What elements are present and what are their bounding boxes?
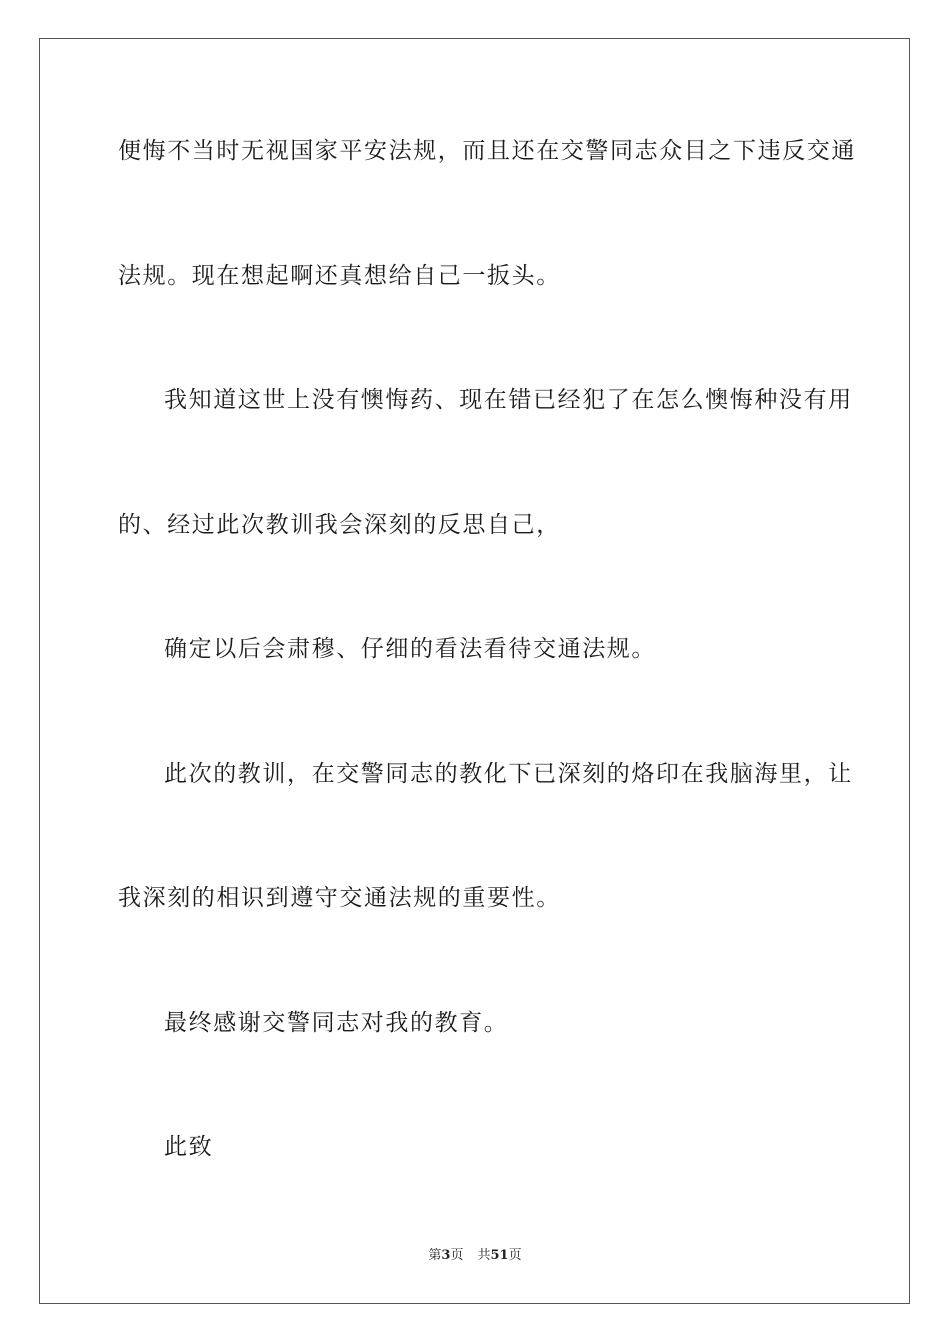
total-prefix: 共: [477, 1248, 491, 1263]
body-line-3: 我知道这世上没有懊悔药、现在错已经犯了在怎么懊悔种没有用: [164, 387, 853, 413]
body-line-8: 最终感谢交警同志对我的教育。: [164, 1010, 509, 1036]
body-line-1: 便悔不当时无视国家平安法规，而且还在交警同志众目之下违反交通: [118, 138, 856, 164]
page-footer: [0, 1247, 950, 1265]
page-prefix: 第: [428, 1248, 442, 1263]
body-line-7: 我深刻的相识到遵守交通法规的重要性。: [118, 885, 561, 911]
total-suffix: 页: [508, 1248, 522, 1263]
page-border: [39, 38, 910, 1304]
closing-line: 此致: [164, 1134, 214, 1160]
body-line-6: 此次的教训，在交警同志的教化下已深刻的烙印在我脑海里，让: [164, 761, 853, 787]
body-line-5: 确定以后会肃穆、仔细的看法看待交通法规。: [164, 636, 656, 662]
body-line-2: 法规。现在想起啊还真想给自己一扳头。: [118, 263, 561, 289]
body-line-4: 的、经过此次教训我会深刻的反思自己，: [118, 512, 561, 538]
page-suffix: 页: [450, 1248, 464, 1263]
page-current: 3: [441, 1248, 451, 1263]
page-total: 51: [490, 1248, 509, 1263]
